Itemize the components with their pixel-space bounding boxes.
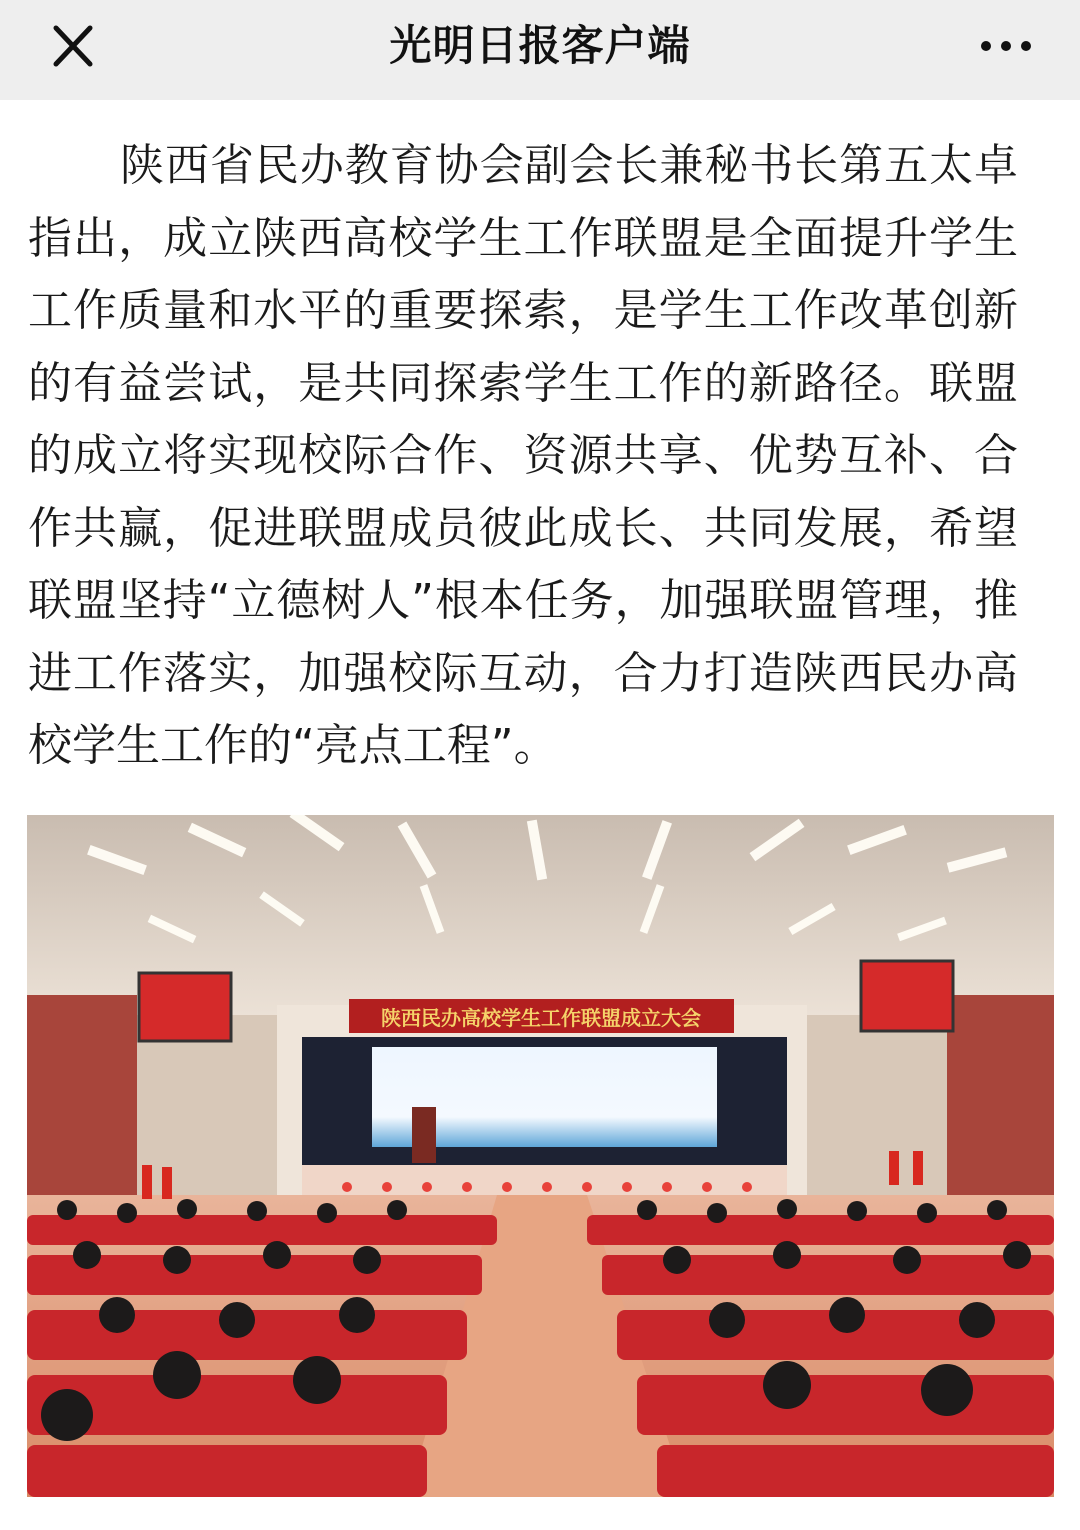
conference-photo	[27, 815, 1054, 1497]
stage-banner-text: 陕西民办高校学生工作联盟成立大会	[381, 1006, 701, 1030]
top-bar	[0, 0, 1080, 100]
more-button[interactable]	[976, 28, 1040, 68]
more-dots-icon	[976, 28, 1040, 68]
page-title: 光明日报客户端	[389, 21, 691, 70]
article-paragraph: 陕西省民办教育协会副会长兼秘书长第五太卓指出，成立陕西高校学生工作联盟是全面提升学生工作质量和水平的重要探索，是学生工作改革创新的有益尝试，是共同探索学生工作的新路径。联盟的成立将实现校际合作、资源共享、优势互补、合作共赢，促进联盟成员彼此成长、共同发展，希望联盟坚持“立德树人”根本任务，加强联盟管理，推进工作落实，加强校际互动，合力打造陕西民办高校学生工作的“亮点工程”。	[28, 140, 1018, 771]
